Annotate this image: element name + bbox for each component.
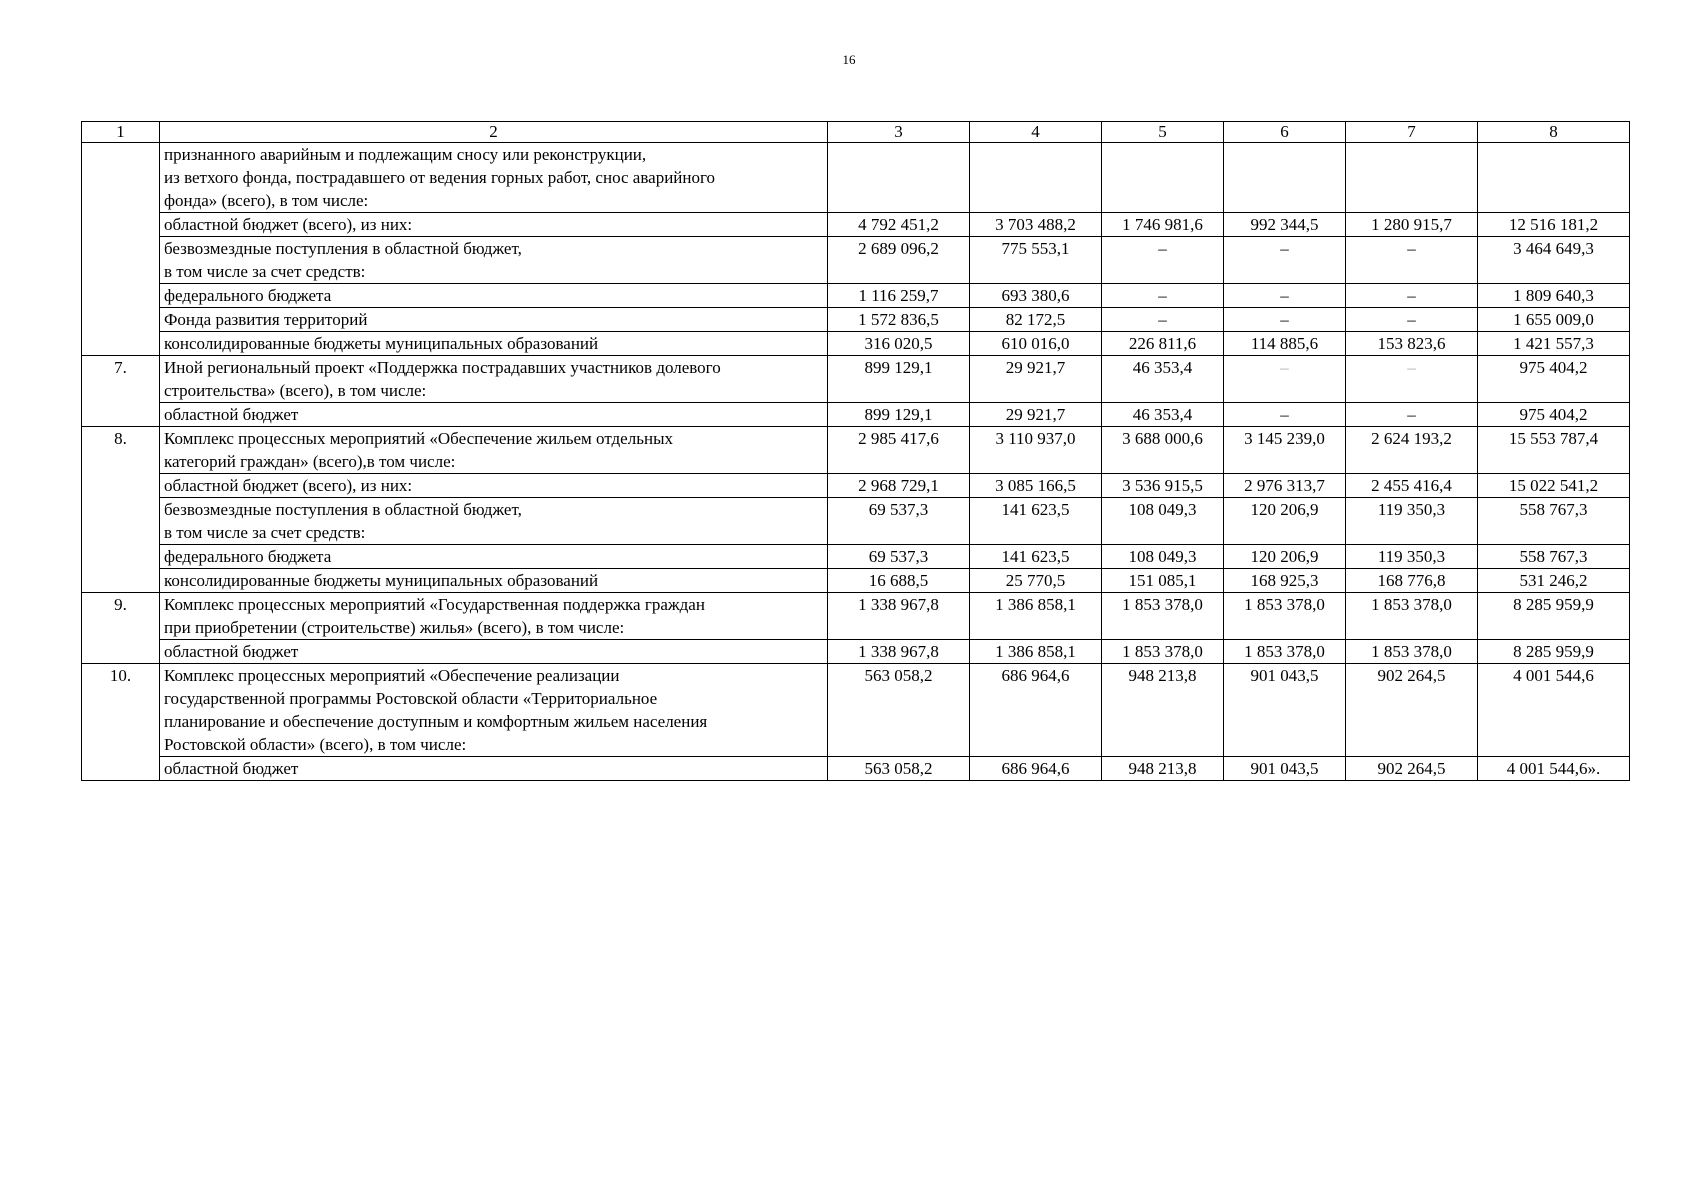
- table-row: [82, 284, 1630, 308]
- row-label-line: Фонда развития территорий: [164, 310, 368, 329]
- value-cell-col-6: –: [1224, 237, 1346, 284]
- value-cell-col-3: 1 116 259,7: [828, 284, 970, 308]
- row-label-line: областной бюджет: [164, 405, 299, 424]
- value-cell-col-6: –: [1224, 356, 1346, 403]
- value-cell-col-6: 114 885,6: [1224, 332, 1346, 356]
- row-label-line: при приобретении (строительстве) жилья» (всего), в том числе:: [164, 618, 625, 637]
- value-cell-col-6: –: [1224, 284, 1346, 308]
- value-cell-col-3: 1 338 967,8: [828, 593, 970, 640]
- table-row: [82, 498, 1630, 545]
- value-cell-col-4: 3 110 937,0: [970, 427, 1102, 474]
- value-cell-col-7: 168 776,8: [1346, 569, 1478, 593]
- value-cell-col-5: 226 811,6: [1102, 332, 1224, 356]
- value-cell-col-4: 775 553,1: [970, 237, 1102, 284]
- value-cell-col-4: 82 172,5: [970, 308, 1102, 332]
- value-cell-col-7: –: [1346, 308, 1478, 332]
- row-label: [160, 545, 828, 569]
- value-cell-col-7: 119 350,3: [1346, 545, 1478, 569]
- table-row: [82, 332, 1630, 356]
- table-row: [82, 213, 1630, 237]
- row-label: [160, 308, 828, 332]
- value-cell-col-5: 948 213,8: [1102, 664, 1224, 757]
- row-label-line: Иной региональный проект «Поддержка пострадавших участников долевого: [164, 358, 721, 377]
- value-cell-col-4: [970, 143, 1102, 213]
- row-label: [160, 237, 828, 284]
- value-cell-col-4: 1 386 858,1: [970, 640, 1102, 664]
- row-label-line: категорий граждан» (всего),в том числе:: [164, 452, 456, 471]
- value-cell-col-8: 975 404,2: [1478, 403, 1630, 427]
- value-cell-col-6: 120 206,9: [1224, 545, 1346, 569]
- value-cell-col-7: 153 823,6: [1346, 332, 1478, 356]
- item-number: 10.: [82, 664, 160, 781]
- value-cell-col-5: 3 688 000,6: [1102, 427, 1224, 474]
- table-row: [82, 664, 1630, 757]
- value-cell-col-8: 8 285 959,9: [1478, 640, 1630, 664]
- value-cell-col-6: –: [1224, 308, 1346, 332]
- value-cell-col-4: 3 085 166,5: [970, 474, 1102, 498]
- value-cell-col-6: [1224, 143, 1346, 213]
- value-cell-col-4: 3 703 488,2: [970, 213, 1102, 237]
- value-cell-col-3: 316 020,5: [828, 332, 970, 356]
- value-cell-col-8: 531 246,2: [1478, 569, 1630, 593]
- row-label: [160, 593, 828, 640]
- header-col-3: 3: [828, 122, 970, 143]
- header-col-6: 6: [1224, 122, 1346, 143]
- value-cell-col-8: 1 655 009,0: [1478, 308, 1630, 332]
- table-row: [82, 308, 1630, 332]
- value-cell-col-5: 1 853 378,0: [1102, 640, 1224, 664]
- value-cell-col-4: 686 964,6: [970, 757, 1102, 781]
- row-label: [160, 427, 828, 474]
- value-cell-col-5: 1 853 378,0: [1102, 593, 1224, 640]
- value-cell-col-8: 1 809 640,3: [1478, 284, 1630, 308]
- value-cell-col-4: 686 964,6: [970, 664, 1102, 757]
- value-cell-col-7: 2 624 193,2: [1346, 427, 1478, 474]
- value-cell-col-7: 119 350,3: [1346, 498, 1478, 545]
- value-cell-col-4: 141 623,5: [970, 498, 1102, 545]
- value-cell-col-7: 1 280 915,7: [1346, 213, 1478, 237]
- value-cell-col-8: 15 553 787,4: [1478, 427, 1630, 474]
- value-cell-col-3: 563 058,2: [828, 757, 970, 781]
- row-label: [160, 569, 828, 593]
- row-label-line: областной бюджет: [164, 642, 299, 661]
- header-col-8: 8: [1478, 122, 1630, 143]
- row-label-line: безвозмездные поступления в областной бюджет,: [164, 500, 522, 519]
- value-cell-col-3: 16 688,5: [828, 569, 970, 593]
- value-cell-col-5: –: [1102, 237, 1224, 284]
- value-cell-col-8: 12 516 181,2: [1478, 213, 1630, 237]
- value-cell-col-6: 992 344,5: [1224, 213, 1346, 237]
- value-cell-col-6: –: [1224, 403, 1346, 427]
- row-label-line: Комплекс процессных мероприятий «Обеспечение реализации: [164, 666, 620, 685]
- row-label: [160, 284, 828, 308]
- value-cell-col-6: 168 925,3: [1224, 569, 1346, 593]
- value-cell-col-7: [1346, 143, 1478, 213]
- row-label-line: областной бюджет (всего), из них:: [164, 476, 413, 495]
- value-cell-col-8: 1 421 557,3: [1478, 332, 1630, 356]
- value-cell-col-3: 69 537,3: [828, 498, 970, 545]
- value-cell-col-5: 151 085,1: [1102, 569, 1224, 593]
- row-label-line: областной бюджет: [164, 759, 299, 778]
- value-cell-col-3: 2 968 729,1: [828, 474, 970, 498]
- row-label-line: консолидированные бюджеты муниципальных образований: [164, 334, 599, 353]
- table-row: [82, 545, 1630, 569]
- table-row: [82, 427, 1630, 474]
- row-label: [160, 757, 828, 781]
- value-cell-col-3: 899 129,1: [828, 356, 970, 403]
- value-cell-col-3: 2 985 417,6: [828, 427, 970, 474]
- value-cell-col-4: 29 921,7: [970, 356, 1102, 403]
- row-label-line: федерального бюджета: [164, 286, 332, 305]
- row-label-line: государственной программы Ростовской области «Территориальное: [164, 689, 658, 708]
- value-cell-col-5: –: [1102, 284, 1224, 308]
- table-row: [82, 640, 1630, 664]
- row-label-line: из ветхого фонда, пострадавшего от ведения горных работ, снос аварийного: [164, 168, 716, 187]
- value-cell-col-5: 46 353,4: [1102, 356, 1224, 403]
- row-label-line: в том числе за счет средств:: [164, 262, 366, 281]
- value-cell-col-8: [1478, 143, 1630, 213]
- row-label: [160, 213, 828, 237]
- value-cell-col-8: 558 767,3: [1478, 498, 1630, 545]
- table-row: [82, 143, 1630, 213]
- value-cell-col-6: 1 853 378,0: [1224, 640, 1346, 664]
- row-label-line: федерального бюджета: [164, 547, 332, 566]
- table-row: [82, 757, 1630, 781]
- item-number: 8.: [82, 427, 160, 593]
- header-col-7: 7: [1346, 122, 1478, 143]
- table-body: [82, 143, 1630, 781]
- table-row: [82, 237, 1630, 284]
- value-cell-col-3: 2 689 096,2: [828, 237, 970, 284]
- value-cell-col-8: 558 767,3: [1478, 545, 1630, 569]
- value-cell-col-6: 2 976 313,7: [1224, 474, 1346, 498]
- value-cell-col-7: 1 853 378,0: [1346, 593, 1478, 640]
- value-cell-col-5: 3 536 915,5: [1102, 474, 1224, 498]
- row-label-line: областной бюджет (всего), из них:: [164, 215, 413, 234]
- budget-table: [81, 121, 1630, 781]
- value-cell-col-3: 69 537,3: [828, 545, 970, 569]
- header-col-2: 2: [160, 122, 828, 143]
- value-cell-col-4: 1 386 858,1: [970, 593, 1102, 640]
- row-label-line: Комплекс процессных мероприятий «Государственная поддержка граждан: [164, 595, 705, 614]
- value-cell-col-6: 901 043,5: [1224, 664, 1346, 757]
- value-cell-col-7: 1 853 378,0: [1346, 640, 1478, 664]
- row-label: [160, 403, 828, 427]
- value-cell-col-3: [828, 143, 970, 213]
- value-cell-col-4: 141 623,5: [970, 545, 1102, 569]
- row-label: [160, 640, 828, 664]
- row-label: [160, 332, 828, 356]
- value-cell-col-3: 1 572 836,5: [828, 308, 970, 332]
- table-row: [82, 403, 1630, 427]
- item-number: 9.: [82, 593, 160, 664]
- value-cell-col-5: 1 746 981,6: [1102, 213, 1224, 237]
- row-label-line: безвозмездные поступления в областной бюджет,: [164, 239, 522, 258]
- item-number: 7.: [82, 356, 160, 427]
- value-cell-col-3: 4 792 451,2: [828, 213, 970, 237]
- row-label-line: фонда» (всего), в том числе:: [164, 191, 369, 210]
- value-cell-col-7: –: [1346, 356, 1478, 403]
- value-cell-col-5: 108 049,3: [1102, 545, 1224, 569]
- value-cell-col-5: 948 213,8: [1102, 757, 1224, 781]
- row-label: [160, 498, 828, 545]
- value-cell-col-6: 3 145 239,0: [1224, 427, 1346, 474]
- value-cell-col-6: 901 043,5: [1224, 757, 1346, 781]
- row-label-line: строительства» (всего), в том числе:: [164, 381, 427, 400]
- row-label-line: признанного аварийным и подлежащим сносу или реконструкции,: [164, 145, 647, 164]
- value-cell-col-4: 25 770,5: [970, 569, 1102, 593]
- row-label-line: в том числе за счет средств:: [164, 523, 366, 542]
- value-cell-col-7: 2 455 416,4: [1346, 474, 1478, 498]
- table-row: [82, 569, 1630, 593]
- value-cell-col-5: [1102, 143, 1224, 213]
- value-cell-col-6: 120 206,9: [1224, 498, 1346, 545]
- value-cell-col-5: 108 049,3: [1102, 498, 1224, 545]
- value-cell-col-4: 610 016,0: [970, 332, 1102, 356]
- table-row: [82, 474, 1630, 498]
- value-cell-col-8: 4 001 544,6».: [1478, 757, 1630, 781]
- row-label-line: Комплекс процессных мероприятий «Обеспечение жильем отдельных: [164, 429, 673, 448]
- row-label-line: Ростовской области» (всего), в том числе:: [164, 735, 467, 754]
- value-cell-col-3: 899 129,1: [828, 403, 970, 427]
- value-cell-col-4: 29 921,7: [970, 403, 1102, 427]
- value-cell-col-8: 8 285 959,9: [1478, 593, 1630, 640]
- value-cell-col-8: 15 022 541,2: [1478, 474, 1630, 498]
- table-row: [82, 593, 1630, 640]
- value-cell-col-7: –: [1346, 284, 1478, 308]
- table-row: [82, 356, 1630, 403]
- header-col-4: 4: [970, 122, 1102, 143]
- header-col-1: 1: [82, 122, 160, 143]
- table-header-row: [82, 122, 1630, 143]
- row-label-line: планирование и обеспечение доступным и комфортным жильем населения: [164, 712, 708, 731]
- value-cell-col-3: 563 058,2: [828, 664, 970, 757]
- value-cell-col-4: 693 380,6: [970, 284, 1102, 308]
- value-cell-col-8: 3 464 649,3: [1478, 237, 1630, 284]
- row-label: [160, 474, 828, 498]
- value-cell-col-7: 902 264,5: [1346, 757, 1478, 781]
- value-cell-col-7: –: [1346, 403, 1478, 427]
- row-label: [160, 143, 828, 213]
- value-cell-col-8: 4 001 544,6: [1478, 664, 1630, 757]
- value-cell-col-7: 902 264,5: [1346, 664, 1478, 757]
- page-number: 16: [842, 52, 856, 67]
- value-cell-col-3: 1 338 967,8: [828, 640, 970, 664]
- value-cell-col-7: –: [1346, 237, 1478, 284]
- value-cell-col-5: 46 353,4: [1102, 403, 1224, 427]
- row-label: [160, 664, 828, 757]
- item-number: [82, 143, 160, 356]
- header-col-5: 5: [1102, 122, 1224, 143]
- value-cell-col-5: –: [1102, 308, 1224, 332]
- row-label-line: консолидированные бюджеты муниципальных образований: [164, 571, 599, 590]
- value-cell-col-6: 1 853 378,0: [1224, 593, 1346, 640]
- row-label: [160, 356, 828, 403]
- value-cell-col-8: 975 404,2: [1478, 356, 1630, 403]
